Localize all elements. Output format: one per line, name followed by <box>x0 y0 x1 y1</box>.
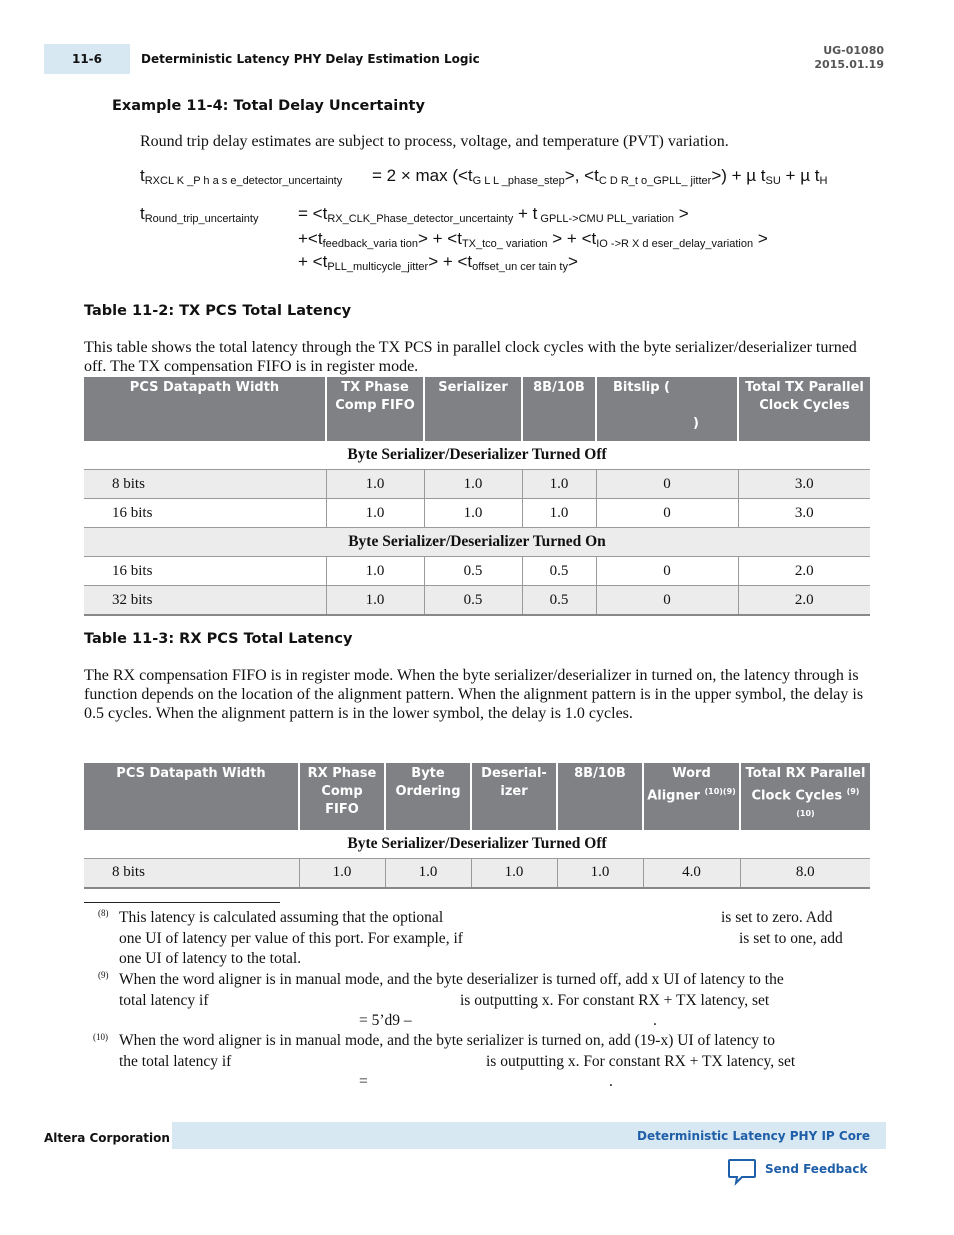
footnote-text: one UI of latency to the total. <box>119 950 302 967</box>
footnote-number: (9) <box>98 970 109 980</box>
footnote-text: total latency if <box>119 991 209 1009</box>
footnote-text: When the word aligner is in manual mode, and the byte serializer is turned on, add (19-x) UI of latency to <box>119 1032 775 1049</box>
deserializer-label-line2: izer <box>500 784 528 799</box>
table-tx-pcs-latency <box>84 377 870 616</box>
col-header-tx-phase-fifo: TX Phase Comp FIFO <box>326 377 424 441</box>
equation-round-trip-line2: $+<t_{feedback\_varia tion}> + <t_{TX\_tco\_ variation}$ > + $<t_{IO ->R X d eser\_delay\_variation}$ > <box>298 229 768 250</box>
table-tx-description: This table shows the total latency through the TX PCS in parallel clock cycles with the byte serializer/deserializer turned off. The TX compensation FIFO is in register mode. <box>84 339 857 375</box>
col-header-pcs-width: PCS Datapath Width <box>84 763 299 830</box>
footnote-text: When the word aligner is in manual mode, and the byte deserializer is turned off, add x UI of latency to the <box>119 971 784 988</box>
footnote-text: . <box>653 1012 657 1029</box>
total-rx-label-line1: Total RX Parallel <box>745 766 866 781</box>
col-header-rx-phase-fifo: RX Phase Comp FIFO <box>299 763 385 830</box>
col-header-total-rx <box>740 763 870 830</box>
footnote-text: = <box>359 1073 368 1090</box>
send-feedback-link[interactable]: Send Feedback <box>765 1162 868 1176</box>
footnote-number: (8) <box>98 908 109 918</box>
table-cell: 1.0 <box>326 557 424 586</box>
header-doc-info <box>814 44 884 72</box>
footnote-text: is set to zero. Add <box>721 909 833 926</box>
table-cell: 32 bits <box>84 586 326 616</box>
doc-date: 2015.01.19 <box>814 58 884 71</box>
col-header-8b10b: 8B/10B <box>522 377 596 441</box>
col-header-byte-ordering: Byte Ordering <box>385 763 471 830</box>
example-intro: Round trip delay estimates are subject to process, voltage, and temperature (PVT) variation. <box>140 133 729 150</box>
table-cell: 0 <box>596 586 738 616</box>
footnote-text: is set to one, add <box>739 929 843 947</box>
total-rx-label-line2: Clock Cycles <box>751 788 847 804</box>
table-cell: 8 bits <box>84 858 299 888</box>
header-title: Deterministic Latency PHY Delay Estimation Logic <box>141 52 480 66</box>
table-header-row <box>84 763 870 830</box>
equation-round-trip-line3: + $<t_{PLL\_multicycle\_jitter}> + <t_{offset\_un cer tain ty}>$ <box>298 252 578 273</box>
table-rx-title: Table 11-3: RX PCS Total Latency <box>84 631 353 647</box>
bitslip-label: Bitslip ( <box>613 380 671 395</box>
col-header-bitslip <box>596 377 738 441</box>
table-cell: 1.0 <box>424 470 522 499</box>
word-aligner-label-line2: Aligner <box>647 788 705 804</box>
table-cell: 1.0 <box>326 470 424 499</box>
footnote-9 <box>119 970 879 1032</box>
table-cell: 1.0 <box>522 470 596 499</box>
col-header-total-tx: Total TX Parallel Clock Cycles <box>738 377 870 441</box>
table-cell: 16 bits <box>84 499 326 528</box>
table-cell: 0 <box>596 557 738 586</box>
footnote-10 <box>119 1031 879 1093</box>
section-row-on <box>84 528 870 557</box>
footnote-text: . <box>609 1073 613 1090</box>
table-cell: 4.0 <box>643 858 740 888</box>
table-cell: 3.0 <box>738 499 870 528</box>
page-number: 11-6 <box>71 52 103 66</box>
table-row <box>84 586 870 616</box>
footnote-8 <box>119 908 859 970</box>
table-cell: 0.5 <box>424 586 522 616</box>
table-cell: 2.0 <box>738 586 870 616</box>
table-cell: 0 <box>596 470 738 499</box>
footnote-text: is outputting x. For constant RX + TX latency, set <box>460 991 770 1009</box>
col-header-pcs-width: PCS Datapath Width <box>84 377 326 441</box>
speech-bubble-icon[interactable] <box>727 1158 757 1191</box>
table-cell: 3.0 <box>738 470 870 499</box>
footnote-text: the total latency if <box>119 1052 232 1070</box>
footnote-text: one UI of latency per value of this port. For example, if <box>119 929 463 947</box>
equation-round-trip: $t_{Round\_trip\_uncertainty}$ <box>140 204 259 225</box>
table-cell: 1.0 <box>522 499 596 528</box>
table-row <box>84 858 870 888</box>
word-aligner-label-line1: Word <box>672 766 711 781</box>
table-cell: 0 <box>596 499 738 528</box>
table-rx-pcs-latency <box>84 763 870 889</box>
table-cell: 0.5 <box>424 557 522 586</box>
table-header-row <box>84 377 870 441</box>
table-cell: 1.0 <box>424 499 522 528</box>
table-cell: 1.0 <box>471 858 557 888</box>
table-row <box>84 557 870 586</box>
doc-id: UG-01080 <box>823 44 884 57</box>
section-row-off <box>84 830 870 859</box>
footnote-text: is outputting x. For constant RX + TX latency, set <box>486 1052 796 1070</box>
footer-doc-title[interactable]: Deterministic Latency PHY IP Core <box>637 1129 870 1143</box>
col-header-word-aligner <box>643 763 740 830</box>
footnote-divider <box>84 902 280 903</box>
table-cell: 1.0 <box>326 586 424 616</box>
equation-rxcl: $t_{RXCL K \_P h a s e\_detector\_uncertainty}$ <box>140 166 343 187</box>
table-row <box>84 470 870 499</box>
table-tx-title: Table 11-2: TX PCS Total Latency <box>84 303 352 319</box>
section-row-off <box>84 441 870 470</box>
footer-company: Altera Corporation <box>44 1131 170 1145</box>
word-aligner-footnote-ref[interactable]: (10)(9) <box>704 787 736 796</box>
table-cell: 0.5 <box>522 557 596 586</box>
col-header-deserializer <box>471 763 557 830</box>
footnote-number: (10) <box>93 1032 108 1042</box>
footnote-text: = 5’d9 – <box>359 1012 412 1029</box>
footnote-text: This latency is calculated assuming that the optional <box>119 909 444 926</box>
table-cell: 8 bits <box>84 470 326 499</box>
example-heading: Example 11-4: Total Delay Uncertainty <box>112 98 425 114</box>
table-row <box>84 499 870 528</box>
col-header-serializer: Serializer <box>424 377 522 441</box>
table-cell: 1.0 <box>557 858 643 888</box>
table-cell: 0.5 <box>522 586 596 616</box>
table-cell: 1.0 <box>385 858 471 888</box>
section-label: Byte Serializer/Deserializer Turned Off <box>84 441 870 470</box>
equation-rxcl-rhs: = $2 \times \max (<t_{G L L \_phase\_step}>$, $<t_{C D R\_t o\_GPLL\_ jitter}>) + \mu$ $t_{SU} + \mu$ $t_H$ <box>372 166 828 187</box>
deserializer-label-line1: Deserial- <box>481 766 547 781</box>
table-cell: 1.0 <box>299 858 385 888</box>
table-cell: 16 bits <box>84 557 326 586</box>
table-cell: 2.0 <box>738 557 870 586</box>
bitslip-close: ) <box>693 416 699 431</box>
total-rx-footnote-ref[interactable]: (9)(10) <box>796 787 860 819</box>
section-label: Byte Serializer/Deserializer Turned Off <box>84 830 870 859</box>
table-cell: 8.0 <box>740 858 870 888</box>
table-rx-description: The RX compensation FIFO is in register mode. When the byte serializer/deserializer in turned on, the latency through is function depends on the location of the alignment pattern. When the alignment pattern is in the upper symbol, the delay is 0.5 cycles. When the alignment pattern is in the lower symbol, the delay is 1.0 cycles. <box>84 667 864 722</box>
table-cell: 1.0 <box>326 499 424 528</box>
section-label: Byte Serializer/Deserializer Turned On <box>84 528 870 557</box>
equation-round-trip-line1: = $<t_{RX\_CLK\_Phase\_detector\_uncertainty} + t$ $_{GPLL->CMU PLL\_variation}$ > <box>298 204 689 225</box>
col-header-8b10b: 8B/10B <box>557 763 643 830</box>
